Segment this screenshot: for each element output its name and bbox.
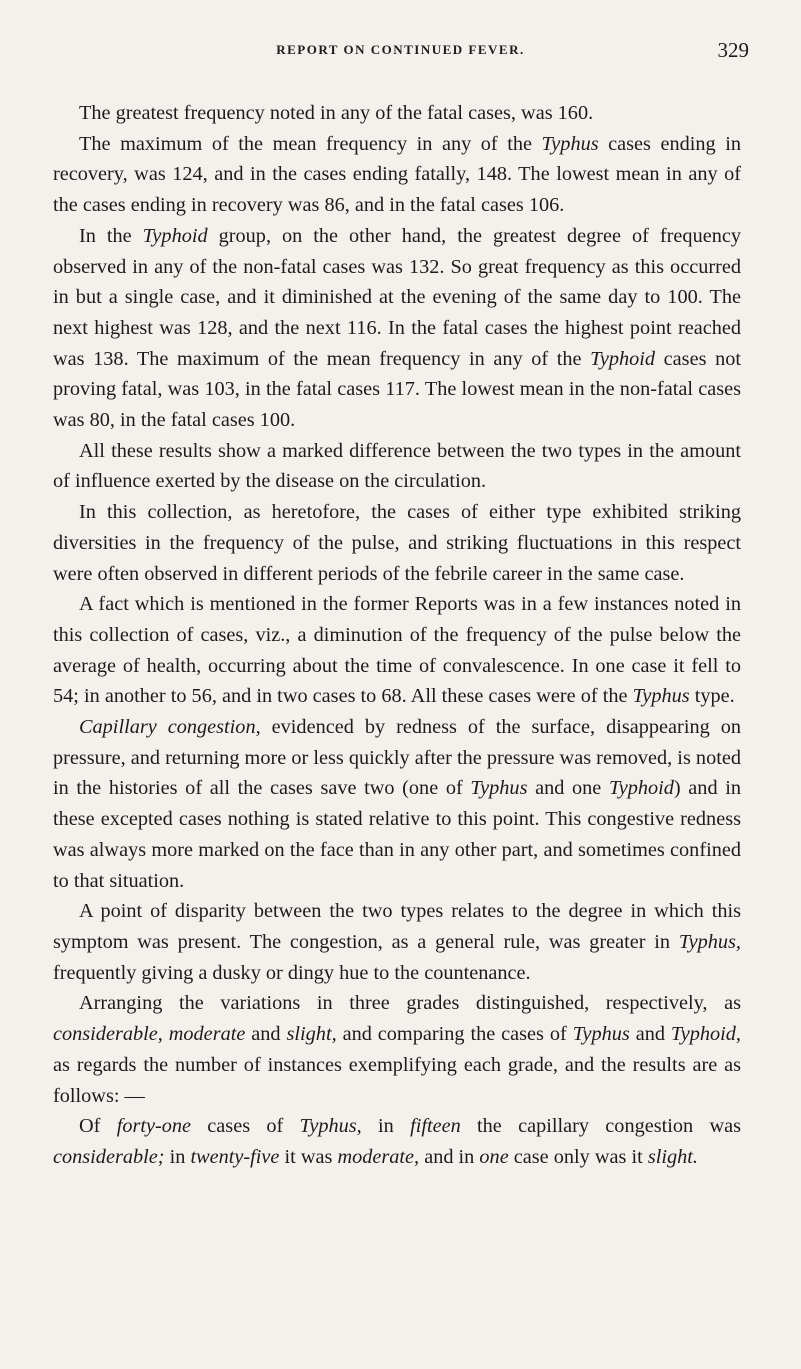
text-run: and comparing the cases of [336,1023,573,1046]
text-run: In this collection, as heretofore, the cases of either type exhibited striking diversities in the frequency of the pulse, and striking fluctuations in this respect were often observed in different periods of the febrile career in the same case. [53,501,741,585]
italic-run: twenty-five [190,1145,280,1168]
italic-run: one [479,1145,509,1168]
text-run: The greatest frequency noted in any of the fatal cases, was 160. [79,102,594,124]
italic-run: considerable; [53,1145,165,1168]
paragraph [53,896,741,988]
text-run: A fact which is mentioned in the former Reports was in a few instances noted in this collection of cases, viz., a diminution of the frequency of the pulse below the average of health, occurring about the time of convalescence. In one case it fell to 54; in another to 56, and in two cases to 68. All these cases were of the [53,593,741,708]
text-run: the capillary congestion was [460,1115,741,1138]
text-run: In the [79,224,143,247]
italic-run: forty-one [116,1115,192,1138]
paragraph [53,1111,741,1172]
italic-run: Typhoid [608,777,674,800]
paragraph [53,589,741,712]
text-run: cases of [191,1115,300,1138]
page-header [0,38,801,68]
paragraph [53,129,741,221]
body-text [53,98,741,1173]
running-head: REPORT ON CONTINUED FEVER. [276,42,525,57]
italic-run: Typhoid [590,347,656,370]
paragraph [53,497,741,589]
italic-run: Typhoid, [670,1023,741,1046]
italic-run: Typhoid [142,224,208,247]
text-run: cases not proving fatal, was 103, in the fatal cases 117. The lowest mean in the non-fatal cases was 80, in the fatal cases 100. [53,347,741,432]
italic-run: Typhus [541,132,599,155]
text-run: and [245,1023,287,1046]
italic-run: Typhus, [678,930,741,953]
text-run: group, on the other hand, the greatest degree of frequency observed in any of the non-fatal cases was 132. So great frequency as this occurred in but a single case, and it diminished at the evening of the same day to 100. The next highest was 128, and the next 116. In the fatal cases the highest point reached was 138. The maximum of the mean frequency in any of the [53,224,741,370]
text-run: A point of disparity between the two types relates to the degree in which this symptom was present. The congestion, as a general rule, was greater in [53,900,741,953]
italic-run: slight. [647,1145,698,1168]
italic-run: fifteen [410,1115,461,1138]
text-run: in [361,1115,411,1138]
italic-run: Typhus [572,1023,630,1046]
italic-run: moderate, [337,1145,420,1168]
paragraph [53,436,741,497]
paragraph [53,712,741,896]
italic-run: slight, [286,1023,337,1046]
page-number: 329 [717,38,749,62]
text-run: cases ending in recovery, was 124, and in the cases ending fatally, 148. The lowest mean in any of the cases ending in recovery was 86, and in the fatal cases 106. [53,132,741,217]
italic-run: Typhus [470,777,528,800]
text-run: evidenced by redness of the surface, disappearing on pressure, and returning more or less quickly after the pressure was removed, is noted in the histories of all the cases save two (one of [53,716,741,800]
text-run: it was [279,1145,338,1168]
text-run: ) and in these excepted cases nothing is stated relative to this point. This congestive redness was always more marked on the face than in any other part, and sometimes confined to that situation. [53,777,741,892]
text-run: in [164,1145,191,1168]
text-run: Of [79,1115,117,1138]
italic-run: Capillary congestion, [79,716,261,739]
paragraph [53,98,741,129]
text-run: as regards the number of instances exemplifying each grade, and the results are as follows: — [53,1053,741,1107]
text-run: All these results show a marked difference between the two types in the amount of influence exerted by the disease on the circulation. [53,439,741,493]
text-run: and [629,1023,671,1046]
text-run: case only was it [508,1145,648,1168]
text-run: Arranging the variations in three grades distinguished, respectively, as [79,992,741,1015]
text-run: The maximum of the mean frequency in any of the [79,132,542,155]
text-run: and in [419,1145,480,1168]
text-run: frequently giving a dusky or dingy hue to the countenance. [53,961,531,984]
paragraph [53,988,741,1111]
italic-run: Typhus, [299,1115,362,1138]
italic-run: considerable, moderate [53,1023,246,1046]
text-run: and one [527,777,609,800]
italic-run: Typhus [632,685,690,708]
paragraph [53,221,741,436]
text-run: type. [689,685,735,708]
